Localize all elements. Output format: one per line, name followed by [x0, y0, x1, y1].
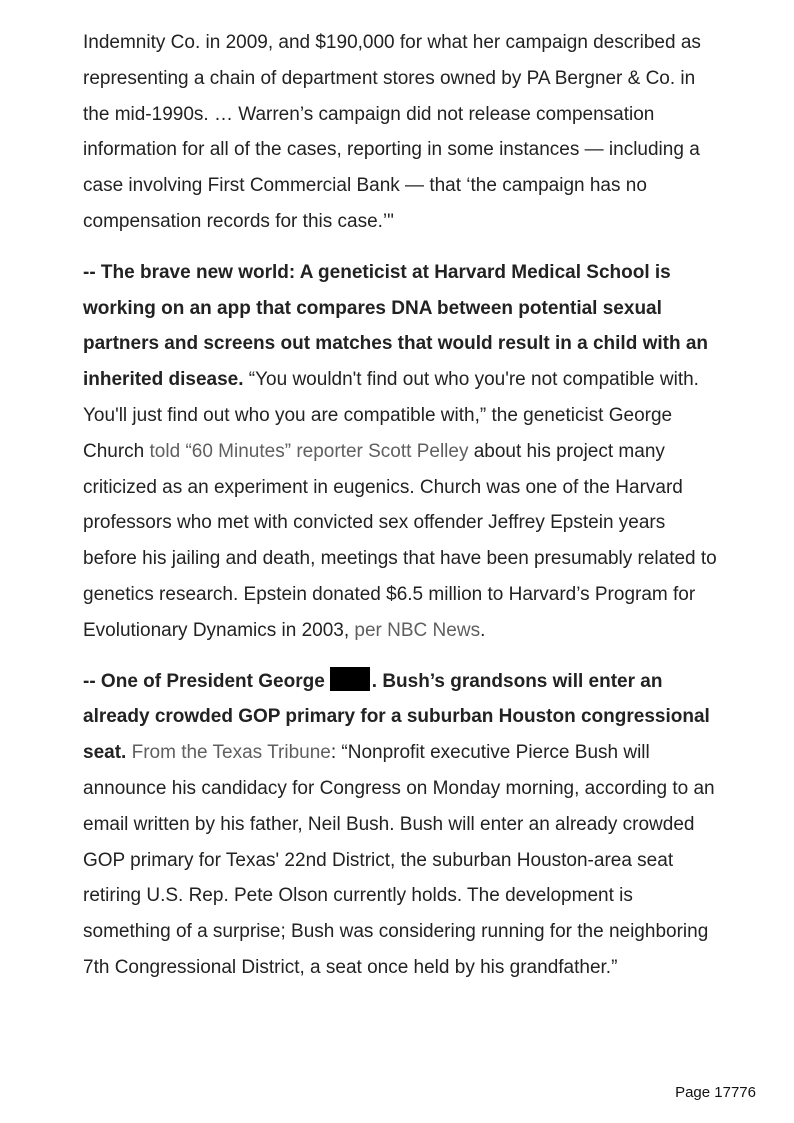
paragraph-text: “You wouldn't find out who you're not compatible with. You'll just find out who you are compatible with,” the geneticist George Church [83, 369, 699, 462]
link-nbc-news[interactable]: per NBC News [354, 619, 481, 641]
page-number: Page 17776 [675, 1084, 756, 1101]
paragraph-lead-bold: -- The brave new world: A geneticist at Harvard Medical School is working on an app that compares DNA between potential sexual partners and screens out matches that would result in a child with an inherited disease. [83, 261, 709, 391]
article-body [83, 25, 723, 1001]
paragraph-text: Indemnity Co. in 2009, and $190,000 for what her campaign described as representing a chain of department stores owned by PA Bergner & Co. in the mid-1990s. … Warren’s campaign did not release compensation information for all of the cases, reporting in some instances — including a case involving First Commercial Bank — that ‘the campaign has no compensation records for this case.’" [83, 32, 701, 232]
paragraph-pierce-bush [83, 664, 723, 986]
paragraph-lead-bold: . Bush’s grandsons will enter an already crowded GOP primary for a suburban Houston congressional seat. [83, 670, 710, 764]
paragraph-genetics-app [83, 255, 723, 649]
redaction-box [330, 667, 370, 691]
paragraph-text: about his project many criticized as an experiment in eugenics. Church was one of the Harvard professors who met with convicted sex offender Jeffrey Epstein years before his jailing and death, meetings that have been presumably related to genetics research. Epstein donated $6.5 million to Harvard’s Program for Evolutionary Dynamics in 2003, [83, 440, 717, 641]
link-texas-tribune[interactable]: From the Texas Tribune [126, 742, 331, 764]
paragraph-text: . [480, 619, 486, 641]
paragraph-lead-bold: -- One of President George [83, 670, 325, 692]
paragraph-warren-compensation [83, 25, 723, 240]
link-60-minutes[interactable]: told “60 Minutes” reporter Scott Pelley [149, 440, 469, 462]
paragraph-text: : “Nonprofit executive Pierce Bush will announce his candidacy for Congress on Monday morning, according to an email written by his father, Neil Bush. Bush will enter an already crowded GOP primary for Texas' 22nd District, the suburban Houston-area seat retiring U.S. Rep. Pete Olson currently holds. The development is something of a surprise; Bush was considering running for the neighboring 7th Congressional District, a seat once held by his grandfather.” [83, 742, 715, 978]
